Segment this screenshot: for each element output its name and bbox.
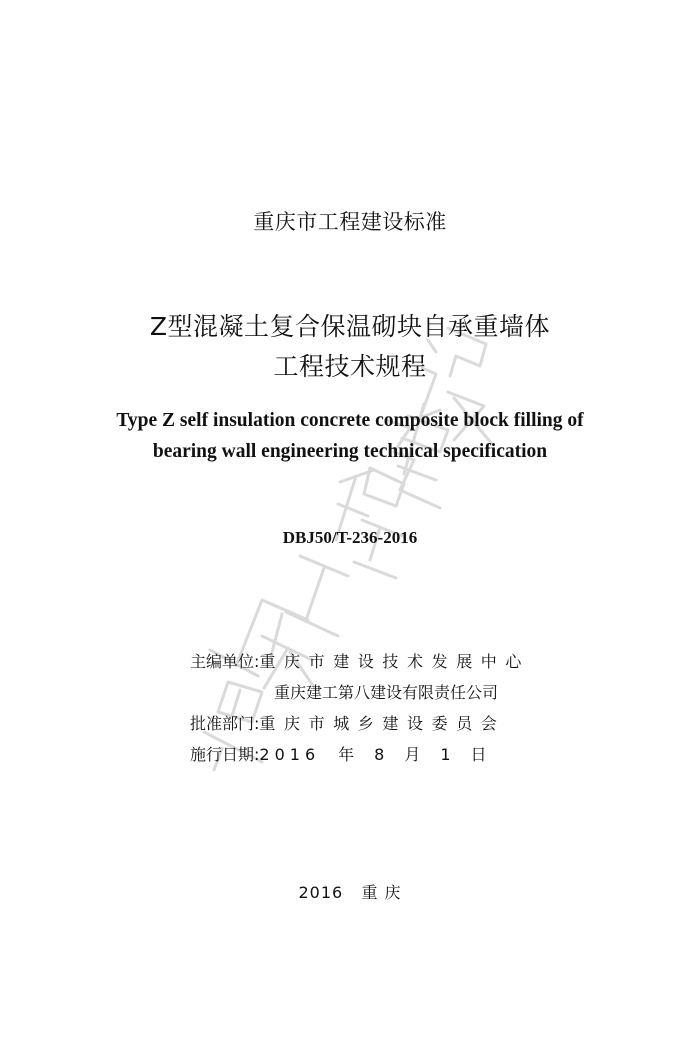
effective-date-month-unit: 月 bbox=[404, 745, 421, 764]
effective-date-month: 8 bbox=[374, 745, 385, 764]
document-title-cn-line1: Z型混凝土复合保温砌块自承重墙体 bbox=[149, 312, 551, 341]
standard-code: DBJ50/T-236-2016 bbox=[282, 528, 418, 547]
publication-place: 重 庆 bbox=[361, 883, 402, 902]
effective-date-year-unit: 年 bbox=[338, 745, 355, 764]
effective-date-day: 1 bbox=[440, 745, 451, 764]
approval-dept-value: 重庆市城乡建设委员会 bbox=[259, 714, 506, 733]
standard-series-title: 重庆市工程建设标准 bbox=[253, 210, 447, 234]
document-title-cn-line2: 工程技术规程 bbox=[273, 352, 427, 381]
effective-date-year: 2016 bbox=[259, 745, 321, 764]
effective-date-label: 施行日期: bbox=[190, 745, 260, 764]
publication-line bbox=[0, 880, 700, 903]
chief-editor-label: 主编单位: bbox=[190, 652, 260, 671]
effective-date-day-unit: 日 bbox=[470, 745, 487, 764]
document-title-en-line1: Type Z self insulation concrete composite block filling of bbox=[116, 410, 584, 431]
co-editor-row bbox=[274, 680, 498, 703]
publication-year: 2016 bbox=[298, 883, 344, 902]
chief-editor-value: 重庆市建设技术发展中心 bbox=[259, 652, 531, 671]
approval-dept-row bbox=[190, 711, 505, 734]
effective-date-row bbox=[190, 742, 487, 765]
chief-editor-row bbox=[190, 649, 530, 672]
document-title-en-line2: bearing wall engineering technical specification bbox=[152, 441, 548, 462]
co-editor-value: 重庆建工第八建设有限责任公司 bbox=[274, 683, 499, 702]
approval-dept-label: 批准部门: bbox=[190, 714, 260, 733]
